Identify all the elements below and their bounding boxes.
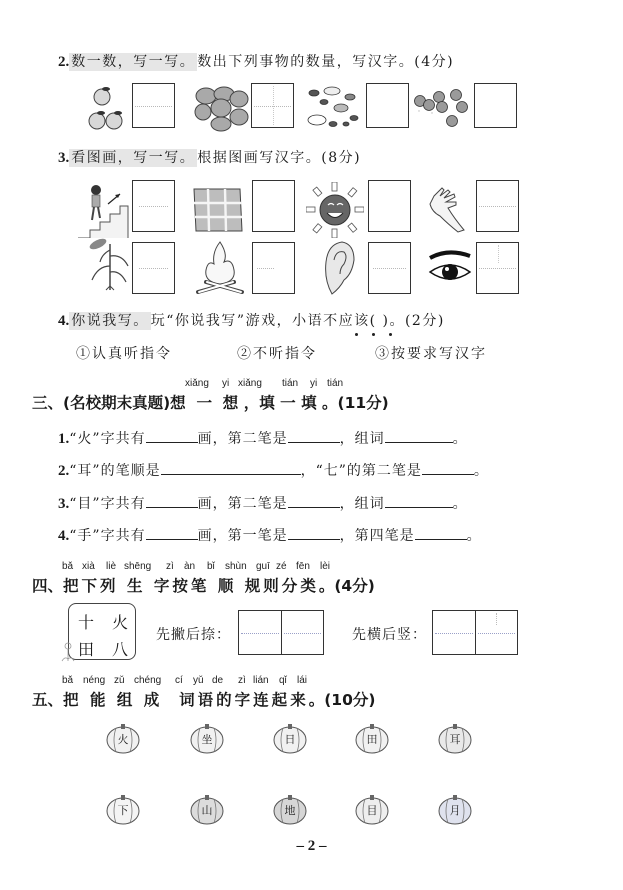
fish-picture <box>306 84 364 132</box>
q4-option-2[interactable]: ②不听指令 <box>237 346 317 362</box>
item-text: ，第四笔是 <box>339 528 415 544</box>
s3-item-3 <box>58 493 468 513</box>
page-number: – 2 – <box>296 838 327 854</box>
q2-highlight: 数一数，写一写。 <box>71 54 196 70</box>
item-text: “耳”的笔顺是 <box>69 463 161 479</box>
item-text: “手”字共有 <box>69 528 146 544</box>
blank-input[interactable] <box>161 462 301 475</box>
pinyin: tián <box>327 378 344 389</box>
pinyin: cí <box>175 675 183 686</box>
item-text: 画，第一笔是 <box>197 528 288 544</box>
title-char: 分 <box>281 577 301 595</box>
ear-picture <box>322 240 356 296</box>
title-char: 连 <box>253 691 272 709</box>
pumpkin-top-5[interactable] <box>438 722 472 754</box>
q3-answer-box-3[interactable] <box>368 180 411 232</box>
q2-prompt <box>58 51 454 71</box>
pinyin: àn <box>184 561 196 572</box>
emphasis-dot <box>389 333 392 336</box>
q3-prompt <box>58 147 361 167</box>
group1-answer-cell-1[interactable] <box>239 611 282 654</box>
pinyin: guī <box>256 561 270 572</box>
title-char: 来 <box>290 691 309 709</box>
item-text: 。 <box>466 528 482 544</box>
pumpkin-bottom-4[interactable] <box>355 793 389 825</box>
eye-picture <box>428 250 472 286</box>
pinyin: zì <box>166 561 174 572</box>
blank-input[interactable] <box>288 527 340 540</box>
title-char: 组 <box>116 691 136 709</box>
q4-option-1[interactable]: ①认真听指令 <box>76 346 172 362</box>
q3-answer-box-6[interactable] <box>252 242 295 294</box>
blank-input[interactable] <box>385 430 453 443</box>
q3-answer-box-2[interactable] <box>252 180 295 232</box>
section4-score: 。(4分) <box>318 577 375 595</box>
title-char: 类 <box>300 577 319 595</box>
q4-highlight: 你说我写。 <box>71 313 149 329</box>
pinyin: fēn <box>296 561 310 572</box>
pumpkin-top-4[interactable] <box>355 722 389 754</box>
pinyin: shùn <box>225 561 247 572</box>
title-char: 字 <box>153 577 173 595</box>
stones-picture <box>194 86 250 132</box>
title-char: 则 <box>263 577 282 595</box>
pumpkin-bottom-5[interactable] <box>438 793 472 825</box>
section4-prefix: 四、 <box>32 577 64 595</box>
q4-prompt <box>58 310 445 330</box>
pumpkin-char: 山 <box>201 804 213 817</box>
card-char[interactable]: 火 <box>112 613 129 632</box>
q3-score: (8分) <box>321 150 362 166</box>
emphasis-dot <box>355 333 358 336</box>
sun-picture <box>306 182 364 238</box>
q2-instruction: 数出下列事物的数量，写汉字。 <box>197 54 415 70</box>
pumpkin-char: 目 <box>366 804 378 817</box>
title-char: 填 <box>301 394 317 412</box>
s3-item-4 <box>58 525 482 545</box>
blank-input[interactable] <box>146 430 198 443</box>
title-char: ， <box>243 394 260 412</box>
title-char: 笔 <box>190 577 210 595</box>
title-char: 列 <box>100 577 119 595</box>
pinyin: xiǎng <box>238 378 262 389</box>
item-text: 。 <box>473 463 489 479</box>
item-text: 画，第二笔是 <box>197 431 288 447</box>
item-text: 画，第二笔是 <box>197 496 288 512</box>
q2-answer-box-4[interactable] <box>474 83 517 128</box>
q4-number: 4. <box>58 313 70 329</box>
pumpkin-char: 月 <box>449 804 461 817</box>
group1-box <box>238 610 324 655</box>
item-text: “火”字共有 <box>69 431 146 447</box>
pumpkin-char: 坐 <box>201 733 213 746</box>
blank-input[interactable] <box>288 430 340 443</box>
group2-answer-cell-1[interactable] <box>433 611 476 654</box>
s3-item-2 <box>58 460 489 480</box>
item-text: “目”字共有 <box>69 496 146 512</box>
section4-pinyin <box>0 561 623 573</box>
title-char: 起 <box>271 691 291 709</box>
section5-title <box>32 688 375 710</box>
title-char: 把 <box>63 691 82 709</box>
pinyin: yi <box>222 378 230 389</box>
q2-answer-box-3[interactable] <box>366 83 409 128</box>
section4-title <box>32 574 375 596</box>
pumpkin-char: 耳 <box>449 733 461 746</box>
group2-label: 先横后竖： <box>352 627 427 643</box>
group1-answer-cell-2[interactable] <box>282 611 324 654</box>
tomatoes-picture <box>412 85 470 131</box>
q4-emphasis: 不应该 <box>323 313 370 329</box>
pinyin: de <box>212 675 224 686</box>
pinyin: zǔ <box>114 675 125 686</box>
blank-input[interactable] <box>146 495 198 508</box>
q3-answer-box-1[interactable] <box>132 180 175 232</box>
pinyin: chéng <box>134 675 162 686</box>
item-text: 。 <box>452 431 468 447</box>
pinyin: qǐ <box>279 675 287 686</box>
title-char: 按 <box>172 577 191 595</box>
q4-instruction: 玩“你说我写”游戏，小语 <box>150 313 324 329</box>
pumpkin-char: 地 <box>284 804 296 817</box>
pumpkin-char: 田 <box>366 733 378 746</box>
group2-box <box>432 610 518 655</box>
pinyin: zé <box>276 561 287 572</box>
q3-answer-box-4[interactable] <box>476 180 519 232</box>
section3-pinyin <box>0 378 623 390</box>
pinyin: lèi <box>320 561 331 572</box>
title-char: 能 <box>89 691 109 709</box>
pinyin: bǎ <box>62 561 74 572</box>
section3-score: 。(11分) <box>322 394 389 412</box>
fire-picture <box>194 240 246 296</box>
pinyin: bǐ <box>207 561 215 572</box>
pinyin: xiǎng <box>185 378 209 389</box>
item-number: 3. <box>58 496 70 512</box>
pinyin: néng <box>83 675 106 686</box>
pinyin: lái <box>297 675 308 686</box>
q4-score: (2分) <box>404 313 445 329</box>
section3-prefix: 三、(名校期末真题) <box>32 394 171 412</box>
pumpkin-top-1[interactable] <box>106 722 140 754</box>
blank-input[interactable] <box>415 527 467 540</box>
title-char: 把 <box>63 577 82 595</box>
title-char: 想 <box>222 394 239 412</box>
item-text: 。 <box>452 496 468 512</box>
card-char[interactable]: 田 <box>78 640 95 659</box>
pumpkin-bottom-1[interactable] <box>106 793 140 825</box>
pinyin: lián <box>253 675 269 686</box>
flower-icon <box>60 640 76 662</box>
title-char: 填 <box>259 394 275 412</box>
title-char: 一 <box>196 394 212 412</box>
q2-answer-box-2[interactable] <box>251 83 294 128</box>
hand-picture <box>428 184 468 234</box>
blank-input[interactable] <box>146 527 198 540</box>
pinyin: liè <box>106 561 117 572</box>
q3-instruction: 根据图画写汉字。 <box>197 150 322 166</box>
emphasis-dot <box>372 333 375 336</box>
title-char: 想 <box>170 394 186 412</box>
item-text: ，组词 <box>339 496 385 512</box>
title-char: 一 <box>280 394 296 412</box>
q3-answer-box-5[interactable] <box>132 242 175 294</box>
section3-title <box>32 391 389 413</box>
apples-picture <box>88 84 130 132</box>
item-number: 1. <box>58 431 70 447</box>
pinyin: shēng <box>124 561 152 572</box>
title-char: 顺 <box>217 577 237 595</box>
pinyin: tián <box>282 378 299 389</box>
title-char: 的 <box>216 691 235 709</box>
title-char: 规 <box>244 577 264 595</box>
pumpkin-top-3[interactable] <box>273 722 307 754</box>
q3-answer-box-8[interactable] <box>476 242 519 294</box>
rice-plant-picture <box>84 236 130 292</box>
pumpkin-char: 火 <box>117 733 129 746</box>
section5-pinyin <box>0 675 623 687</box>
q2-number: 2. <box>58 54 70 70</box>
boy-climbing-stairs-picture <box>78 184 130 238</box>
pumpkin-char: 日 <box>284 733 296 746</box>
title-char: 成 <box>143 691 163 709</box>
q2-answer-box-1[interactable] <box>132 83 175 128</box>
group2-answer-cell-2[interactable] <box>476 611 518 654</box>
group1-label: 先撇后捺： <box>156 627 231 643</box>
title-char: 下 <box>81 577 101 595</box>
q3-answer-box-7[interactable] <box>368 242 411 294</box>
character-card <box>68 603 136 660</box>
q4-option-3[interactable]: ③按要求写汉字 <box>375 346 487 362</box>
title-char: 词 <box>179 691 198 709</box>
section5-score: 。(10分) <box>308 691 376 709</box>
q4-answer-paren[interactable]: ( )。 <box>369 313 405 329</box>
item-number: 4. <box>58 528 70 544</box>
blank-input[interactable] <box>422 462 474 475</box>
s3-item-1 <box>58 428 468 448</box>
blank-input[interactable] <box>288 495 340 508</box>
title-char: 语 <box>197 691 217 709</box>
pinyin: yǔ <box>193 675 204 686</box>
title-char: 生 <box>126 577 146 595</box>
pinyin: bǎ <box>62 675 74 686</box>
pumpkin-top-2[interactable] <box>190 722 224 754</box>
pinyin: xià <box>82 561 95 572</box>
title-char: 字 <box>234 691 254 709</box>
section5-prefix: 五、 <box>32 691 64 709</box>
q3-highlight: 看图画，写一写。 <box>71 150 196 166</box>
item-text: ，“七”的第二笔是 <box>300 463 422 479</box>
pumpkin-char: 下 <box>117 804 129 817</box>
pumpkin-bottom-2[interactable] <box>190 793 224 825</box>
pinyin: zì <box>238 675 246 686</box>
pinyin: yi <box>310 378 318 389</box>
q2-score: (4分) <box>414 54 455 70</box>
pumpkin-bottom-3[interactable] <box>273 793 307 825</box>
field-grid-picture <box>192 187 244 233</box>
card-char[interactable]: 八 <box>112 640 129 659</box>
card-char[interactable]: 十 <box>78 613 95 632</box>
item-number: 2. <box>58 463 70 479</box>
blank-input[interactable] <box>385 495 453 508</box>
item-text: ，组词 <box>339 431 385 447</box>
q3-number: 3. <box>58 150 70 166</box>
